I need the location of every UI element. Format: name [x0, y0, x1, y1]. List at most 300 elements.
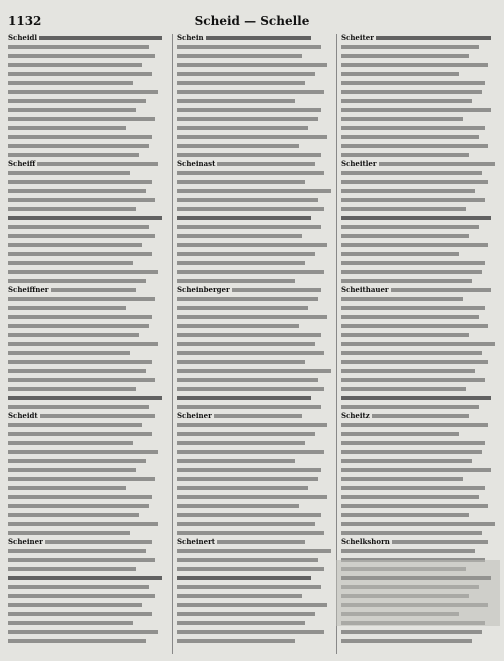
page-number: 1132 [8, 14, 42, 28]
directory-entry [8, 286, 168, 294]
entry-line [177, 576, 311, 580]
entry-line [341, 135, 479, 139]
entry-line [341, 468, 491, 472]
entry-line [8, 558, 155, 562]
directory-entry [177, 538, 337, 546]
entry-line [177, 189, 331, 193]
entry-line [341, 396, 491, 400]
entry-line [8, 144, 149, 148]
directory-entry [177, 403, 337, 411]
entry-line [177, 306, 308, 310]
entry-line [8, 216, 162, 220]
entry-surname: Scheiff [8, 159, 36, 168]
directory-entry [177, 268, 337, 276]
directory-entry [341, 52, 501, 60]
entry-line [341, 630, 482, 634]
entry-line [341, 324, 488, 328]
entry-line [177, 54, 302, 58]
entry-line [177, 585, 321, 589]
directory-entry [341, 97, 501, 105]
entry-line [177, 405, 321, 409]
directory-entry [177, 628, 337, 636]
entry-line [341, 234, 469, 238]
directory-entry [341, 241, 501, 249]
entry-line [177, 567, 324, 571]
directory-entry [177, 385, 337, 393]
entry-line [8, 189, 146, 193]
entry-surname: Scheiffner [8, 285, 49, 294]
entry-line [177, 495, 327, 499]
directory-entry [8, 52, 168, 60]
entry-line [8, 342, 158, 346]
entry-line [8, 54, 155, 58]
directory-entry [341, 412, 501, 420]
entry-line [8, 252, 152, 256]
entry-line [341, 126, 485, 130]
directory-entry [341, 502, 501, 510]
entry-line [8, 324, 149, 328]
entry-line [8, 567, 136, 571]
directory-entry [8, 268, 168, 276]
directory-entry [8, 592, 168, 600]
entry-line [8, 117, 155, 121]
entry-line [8, 369, 146, 373]
directory-entry [341, 79, 501, 87]
entry-line [177, 441, 305, 445]
entry-line [8, 585, 149, 589]
directory-entry [341, 421, 501, 429]
entry-line [8, 180, 152, 184]
directory-entry [341, 286, 501, 294]
entry-line [177, 153, 321, 157]
entry-line [8, 225, 149, 229]
directory-entry [177, 322, 337, 330]
directory-entry [177, 601, 337, 609]
entry-line [341, 378, 485, 382]
directory-entry [8, 277, 168, 285]
entry-line [341, 405, 479, 409]
directory-entry [177, 313, 337, 321]
entry-line [177, 90, 324, 94]
directory-entry [341, 178, 501, 186]
entry-line [341, 486, 485, 490]
directory-entry [8, 394, 168, 402]
entry-line [177, 639, 295, 643]
entry-line [341, 360, 488, 364]
entry-line [177, 423, 327, 427]
directory-entry [341, 304, 501, 312]
directory-entry [177, 43, 337, 51]
directory-entry [341, 493, 501, 501]
entry-line [341, 144, 488, 148]
entry-surname: Scheinert [177, 537, 215, 546]
directory-entry [177, 286, 337, 294]
entry-line [341, 108, 491, 112]
directory-entry [341, 322, 501, 330]
directory-entry [177, 151, 337, 159]
directory-entry [8, 259, 168, 267]
entry-line [177, 144, 299, 148]
directory-entry [177, 475, 337, 483]
entry-line [8, 171, 130, 175]
entry-line [8, 243, 142, 247]
directory-entry [177, 493, 337, 501]
directory-entry [341, 403, 501, 411]
entry-line [8, 198, 155, 202]
entry-line [177, 315, 327, 319]
directory-entry [8, 106, 168, 114]
directory-entry [8, 205, 168, 213]
directory-entry [8, 637, 168, 645]
directory-entry [341, 439, 501, 447]
directory-entry [8, 412, 168, 420]
directory-entry [8, 115, 168, 123]
directory-entry [177, 187, 337, 195]
directory-entry [177, 232, 337, 240]
directory-entry [341, 169, 501, 177]
directory-entry [341, 223, 501, 231]
entry-line [177, 630, 324, 634]
directory-entry [177, 133, 337, 141]
entry-line [341, 315, 479, 319]
directory-entry [177, 511, 337, 519]
entry-line [8, 297, 155, 301]
directory-entry [8, 367, 168, 375]
directory-entry [8, 448, 168, 456]
entry-line [341, 450, 482, 454]
directory-entry [8, 340, 168, 348]
directory-entry [341, 457, 501, 465]
directory-entry [8, 628, 168, 636]
directory-entry [341, 43, 501, 51]
directory-entry [8, 88, 168, 96]
entry-line [177, 432, 315, 436]
directory-entry [341, 187, 501, 195]
directory-entry [341, 106, 501, 114]
entry-line [177, 72, 315, 76]
directory-entry [341, 160, 501, 168]
entry-line [8, 270, 158, 274]
directory-entry [8, 421, 168, 429]
directory-entry [341, 637, 501, 645]
entry-line [341, 279, 472, 283]
entry-line [8, 477, 155, 481]
entry-line [177, 180, 305, 184]
directory-entry [177, 223, 337, 231]
directory-entry [8, 187, 168, 195]
directory-entry [177, 88, 337, 96]
entry-line [177, 594, 302, 598]
directory-entry [177, 367, 337, 375]
entry-line [177, 225, 321, 229]
entry-surname: Schelkshorn [341, 537, 390, 546]
directory-entry [8, 439, 168, 447]
directory-entry [177, 124, 337, 132]
entry-line [8, 513, 139, 517]
entry-line [8, 63, 142, 67]
directory-entry [341, 547, 501, 555]
entry-line [177, 504, 299, 508]
entry-line [8, 72, 152, 76]
directory-entry [341, 142, 501, 150]
entry-line [341, 207, 466, 211]
entry-line [8, 333, 139, 337]
directory-entry [177, 484, 337, 492]
directory-entry [8, 475, 168, 483]
directory-entry [177, 340, 337, 348]
directory-entry [8, 430, 168, 438]
directory-entry [177, 520, 337, 528]
entry-surname: Scheinast [177, 159, 216, 168]
entry-surname: Scheiner [8, 537, 43, 546]
directory-entry [8, 466, 168, 474]
directory-entry [341, 520, 501, 528]
directory-entry [177, 160, 337, 168]
directory-entry [341, 376, 501, 384]
entry-line [177, 171, 324, 175]
entry-line [177, 513, 321, 517]
entry-line [341, 216, 491, 220]
entry-line [341, 72, 459, 76]
entry-line [341, 270, 482, 274]
directory-entry [177, 637, 337, 645]
directory-entry [177, 457, 337, 465]
directory-entry [8, 61, 168, 69]
entry-line [177, 126, 308, 130]
directory-entry [8, 601, 168, 609]
directory-entry [177, 79, 337, 87]
directory-entry [8, 619, 168, 627]
directory-entry [177, 214, 337, 222]
entry-line [177, 558, 318, 562]
directory-entry [341, 268, 501, 276]
directory-entry [8, 178, 168, 186]
directory-entry [341, 259, 501, 267]
entry-line [8, 261, 133, 265]
entry-line [341, 252, 459, 256]
entry-line [8, 306, 126, 310]
entry-line [8, 522, 158, 526]
entry-line [8, 90, 158, 94]
entry-line [177, 270, 324, 274]
entry-line [341, 45, 479, 49]
entry-line [8, 459, 146, 463]
directory-entry [177, 115, 337, 123]
directory-entry [341, 511, 501, 519]
entry-line [177, 351, 324, 355]
entry-line [341, 513, 469, 517]
entry-surname: Scheiter [341, 34, 374, 42]
directory-entry [177, 466, 337, 474]
entry-line [177, 324, 299, 328]
entry-line [8, 351, 130, 355]
entry-line [8, 549, 146, 553]
entry-line [341, 441, 485, 445]
directory-entry [8, 385, 168, 393]
directory-entry [177, 241, 337, 249]
directory-entry [8, 97, 168, 105]
entry-line [341, 117, 463, 121]
directory-entry [8, 484, 168, 492]
directory-entry [341, 133, 501, 141]
directory-entry [8, 214, 168, 222]
directory-entry [341, 88, 501, 96]
directory-entry [8, 241, 168, 249]
entry-line [177, 234, 302, 238]
directory-entry [8, 457, 168, 465]
directory-entry [8, 151, 168, 159]
page-header [8, 14, 496, 30]
directory-entry [8, 313, 168, 321]
entry-line [341, 81, 485, 85]
directory-entry [341, 394, 501, 402]
directory-entry [341, 448, 501, 456]
directory-entry [177, 295, 337, 303]
entry-line [177, 108, 321, 112]
directory-entry [177, 70, 337, 78]
directory-entry [341, 232, 501, 240]
directory-entry [177, 358, 337, 366]
directory-entry [341, 124, 501, 132]
entry-line [177, 522, 315, 526]
entry-line [177, 252, 315, 256]
directory-entry [8, 124, 168, 132]
directory-entry [8, 547, 168, 555]
entry-line [177, 261, 305, 265]
directory-entry [8, 295, 168, 303]
entry-line [341, 153, 469, 157]
entry-line [177, 297, 318, 301]
entry-line [341, 198, 485, 202]
directory-entry [341, 538, 501, 546]
entry-line [177, 198, 318, 202]
entry-line [8, 450, 158, 454]
entry-line [8, 279, 146, 283]
entry-line [8, 495, 152, 499]
directory-entry [8, 376, 168, 384]
entry-line [341, 522, 495, 526]
directory-entry [341, 70, 501, 78]
directory-entry [8, 610, 168, 618]
entry-surname: Scheidt [8, 411, 38, 420]
entry-surname: Schein [177, 34, 204, 42]
entry-line [341, 306, 485, 310]
entry-line [8, 45, 149, 49]
entry-line [341, 369, 475, 373]
directory-entry [8, 223, 168, 231]
entry-surname: Scheitler [341, 159, 377, 168]
entry-line [177, 531, 324, 535]
directory-entry [177, 583, 337, 591]
directory-entry [177, 52, 337, 60]
entry-line [177, 342, 315, 346]
entry-line [8, 531, 130, 535]
entry-line [341, 342, 495, 346]
directory-entry [341, 214, 501, 222]
directory-entry [177, 106, 337, 114]
directory-entry [8, 493, 168, 501]
entry-line [8, 207, 136, 211]
entry-line [341, 189, 475, 193]
directory-entry [341, 430, 501, 438]
directory-entry [341, 115, 501, 123]
directory-entry [341, 34, 501, 42]
directory-entry [177, 448, 337, 456]
directory-entry [177, 592, 337, 600]
directory-entry [8, 250, 168, 258]
directory-entry [177, 556, 337, 564]
entry-surname: Scheithauer [341, 285, 389, 294]
entry-line [8, 468, 136, 472]
directory-entry [8, 304, 168, 312]
directory-entry [341, 205, 501, 213]
directory-entry [8, 565, 168, 573]
entry-line [341, 63, 488, 67]
entry-line [8, 504, 149, 508]
entry-line [8, 108, 136, 112]
directory-entry [8, 511, 168, 519]
directory-entry [8, 160, 168, 168]
entry-line [177, 333, 321, 337]
entry-line [8, 621, 133, 625]
directory-entry [8, 358, 168, 366]
entry-line [177, 621, 305, 625]
directory-entry [8, 349, 168, 357]
directory-entry [341, 250, 501, 258]
column-2 [172, 34, 337, 654]
entry-line [8, 378, 155, 382]
directory-entry [8, 403, 168, 411]
directory-entry [177, 142, 337, 150]
entry-line [177, 378, 318, 382]
entry-line [8, 360, 152, 364]
directory-entry [177, 205, 337, 213]
directory-entry [341, 151, 501, 159]
directory-entry [177, 376, 337, 384]
directory-entry [177, 250, 337, 258]
entry-line [8, 441, 133, 445]
directory-entry [341, 529, 501, 537]
directory-entry [177, 502, 337, 510]
entry-line [177, 279, 295, 283]
directory-entry [8, 322, 168, 330]
directory-entry [8, 574, 168, 582]
directory-entry [341, 466, 501, 474]
entry-surname: Scheidl [8, 34, 38, 42]
directory-entry [177, 304, 337, 312]
entry-line [177, 549, 331, 553]
directory-entry [341, 61, 501, 69]
entry-surname: Scheiner [177, 411, 212, 420]
entry-line [8, 639, 146, 643]
entry-line [8, 486, 126, 490]
directory-entry [177, 412, 337, 420]
entry-line [177, 450, 324, 454]
entry-line [177, 207, 324, 211]
directory-entry [341, 196, 501, 204]
entry-line [8, 612, 152, 616]
directory-entry [8, 583, 168, 591]
directory-entry [8, 169, 168, 177]
entry-line [341, 387, 466, 391]
directory-entry [177, 430, 337, 438]
entry-line [341, 531, 482, 535]
entry-line [341, 297, 463, 301]
directory-entry [8, 232, 168, 240]
entry-line [177, 135, 327, 139]
directory-entry [8, 502, 168, 510]
directory-entry [177, 529, 337, 537]
